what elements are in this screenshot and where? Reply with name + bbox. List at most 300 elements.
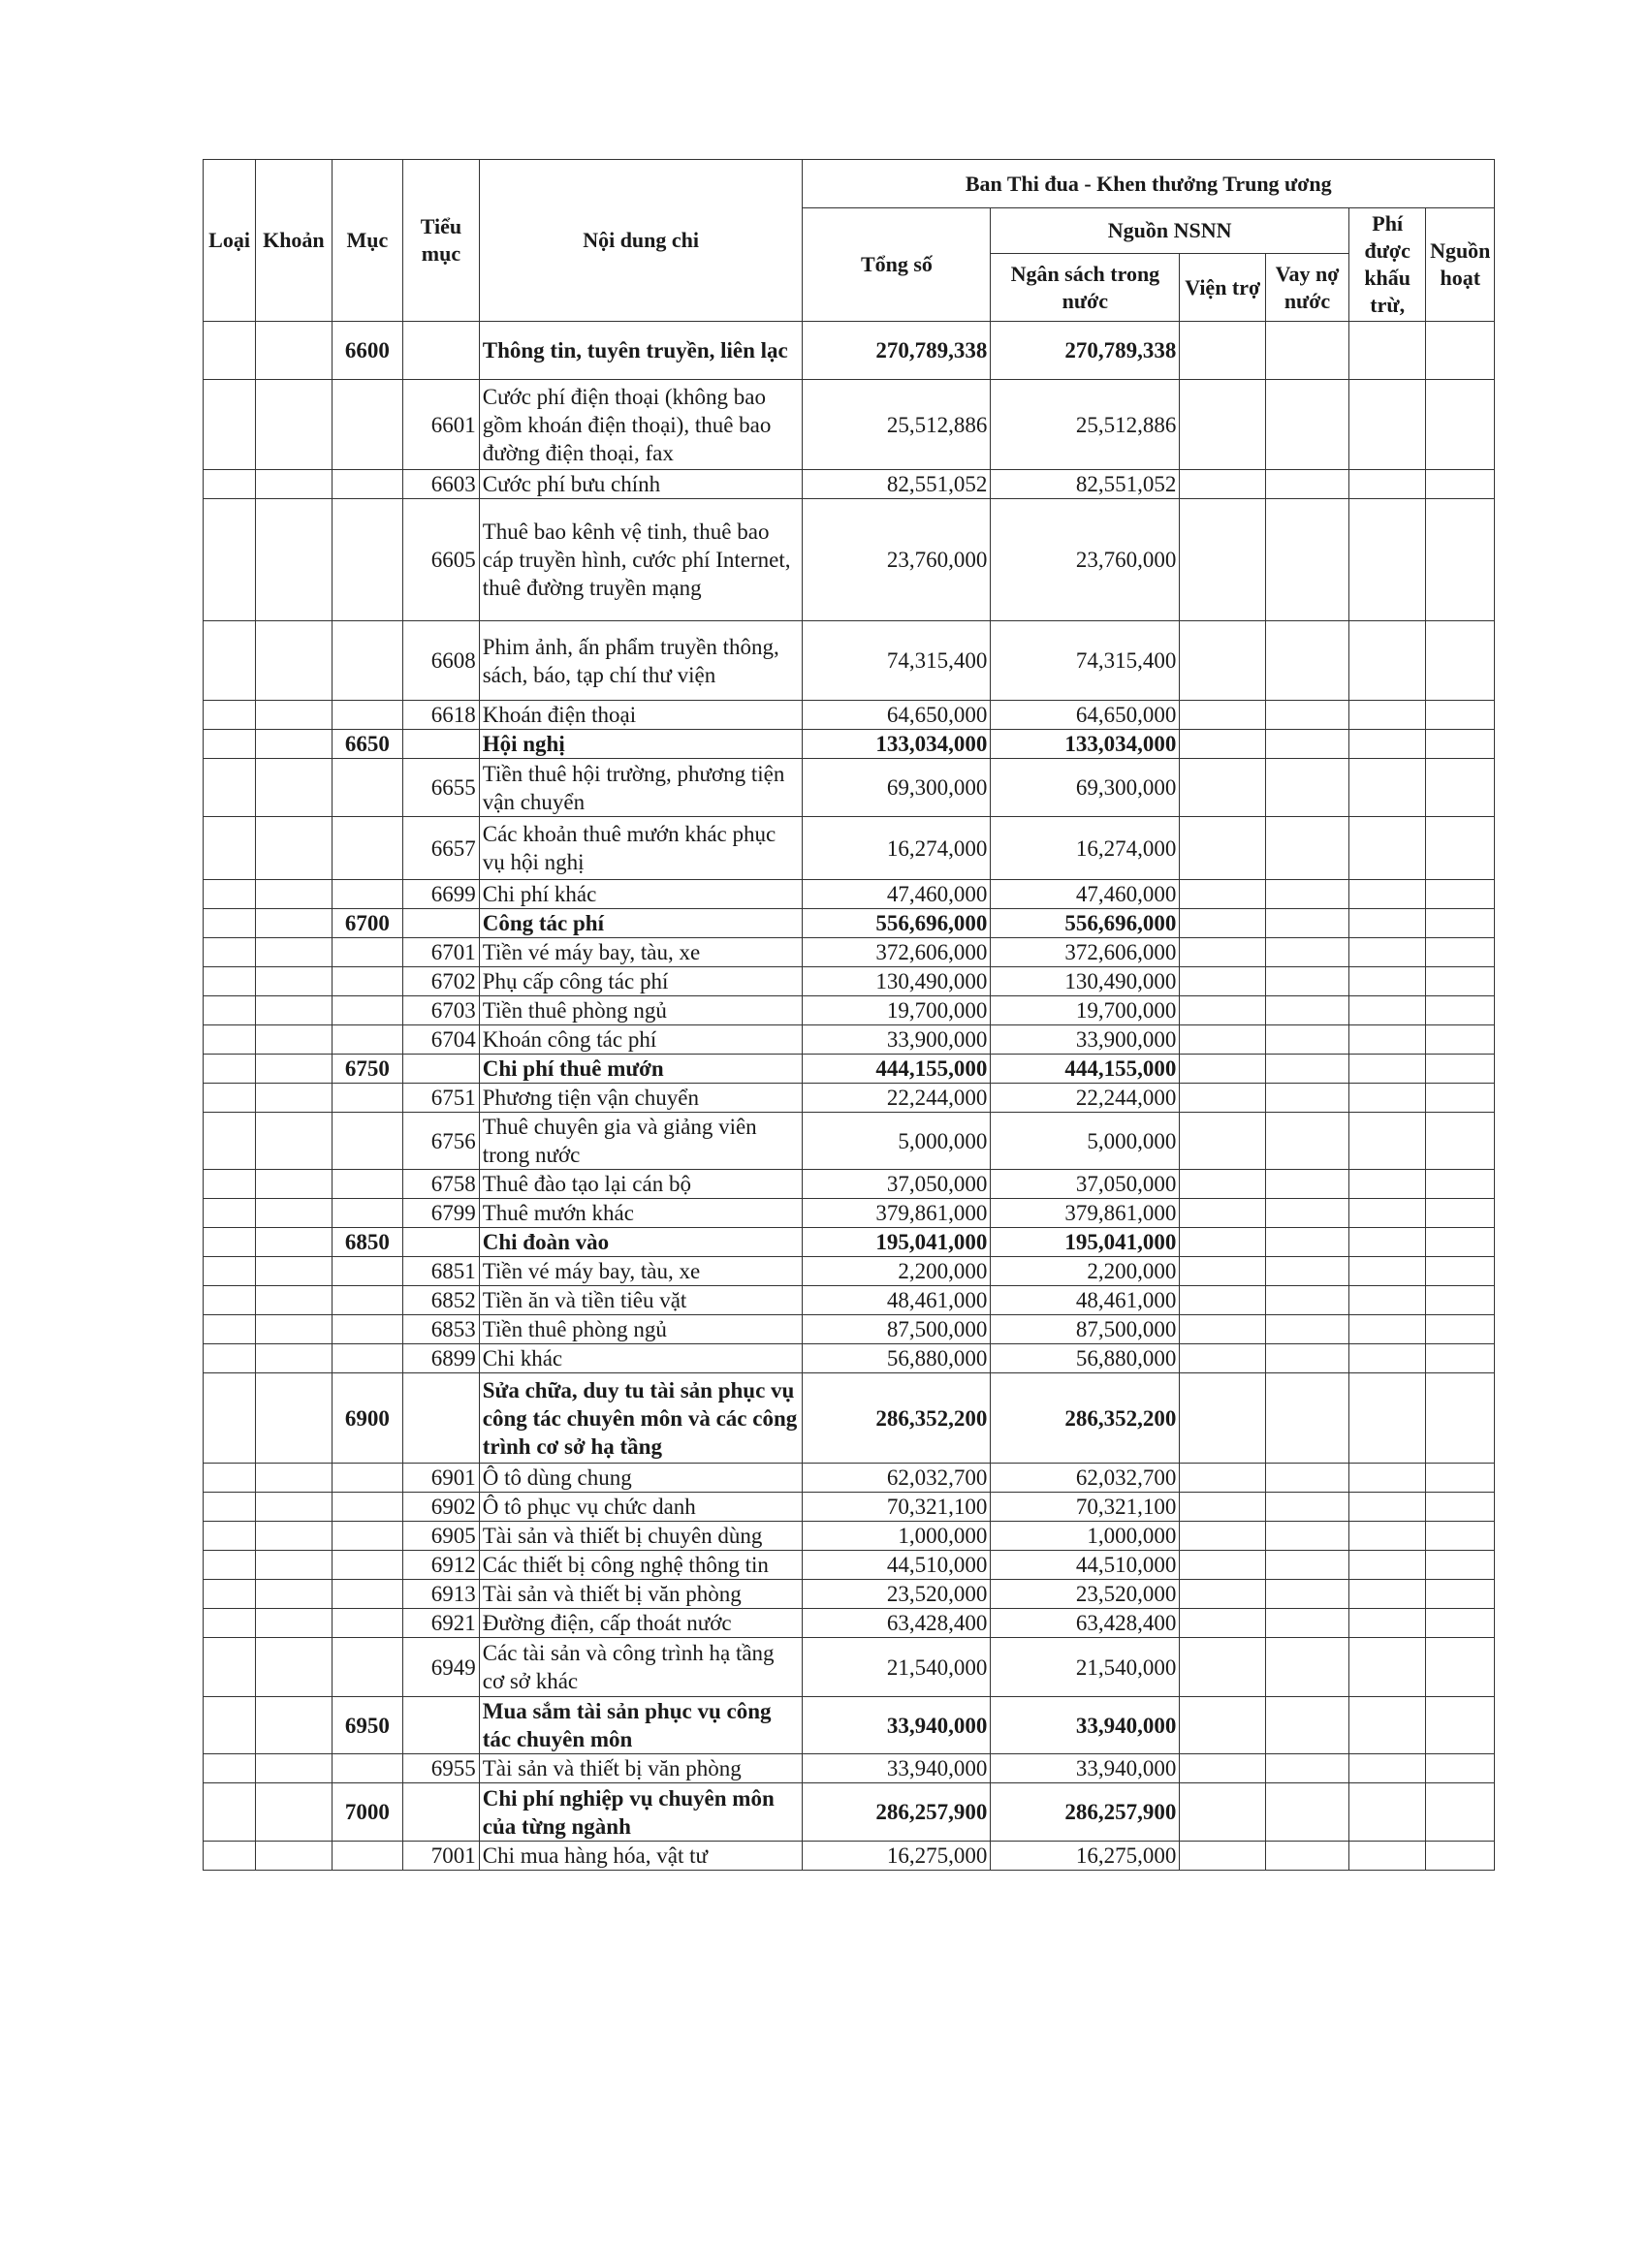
header-tieu-muc: Tiểu mục [403,160,480,322]
cell-khoan [256,909,333,938]
table-row [204,1609,1495,1638]
cell-phi [1348,1228,1426,1257]
table-row [204,1697,1495,1754]
cell-vay-no [1266,1493,1349,1522]
cell-noi-dung: Các thiết bị công nghệ thông tin [479,1551,803,1580]
cell-khoan [256,1697,333,1754]
cell-vay-no [1266,1344,1349,1373]
cell-khoan [256,470,333,499]
cell-vien-tro [1180,1551,1266,1580]
cell-vien-tro [1180,1609,1266,1638]
cell-noi-dung: Tiền thuê phòng ngủ [479,1315,803,1344]
cell-loai [204,1373,256,1464]
table-row [204,759,1495,817]
cell-tong-so: 25,512,886 [803,380,991,470]
table-row [204,322,1495,380]
cell-khoan [256,1344,333,1373]
cell-tong-so: 56,880,000 [803,1344,991,1373]
cell-phi [1348,880,1426,909]
cell-phi [1348,380,1426,470]
cell-noi-dung: Chi khác [479,1344,803,1373]
cell-ngan-sach: 5,000,000 [991,1113,1180,1170]
cell-ngan-sach: 37,050,000 [991,1170,1180,1199]
cell-phi [1348,701,1426,730]
table-row [204,996,1495,1025]
cell-nguon-hoat [1426,1315,1495,1344]
header-nguon-hoat: Nguồn hoạt [1426,208,1495,322]
cell-nguon-hoat [1426,380,1495,470]
cell-noi-dung: Tiền ăn và tiền tiêu vặt [479,1286,803,1315]
cell-ngan-sach: 33,940,000 [991,1697,1180,1754]
cell-khoan [256,1257,333,1286]
cell-muc [332,701,402,730]
cell-vien-tro [1180,1315,1266,1344]
cell-tieu-muc: 6949 [403,1638,480,1697]
cell-vay-no [1266,1084,1349,1113]
cell-muc [332,1344,402,1373]
cell-loai [204,817,256,880]
cell-phi [1348,1783,1426,1842]
cell-muc [332,759,402,817]
cell-ngan-sach: 23,520,000 [991,1580,1180,1609]
cell-noi-dung: Tiền vé máy bay, tàu, xe [479,1257,803,1286]
cell-tieu-muc: 6603 [403,470,480,499]
cell-tieu-muc: 7001 [403,1842,480,1871]
cell-loai [204,1199,256,1228]
cell-noi-dung: Cước phí điện thoại (không bao gồm khoán điện thoại), thuê bao đường điện thoại, fax [479,380,803,470]
cell-vay-no [1266,1257,1349,1286]
cell-vien-tro [1180,470,1266,499]
cell-muc: 6700 [332,909,402,938]
cell-vay-no [1266,1638,1349,1697]
cell-noi-dung: Công tác phí [479,909,803,938]
cell-muc [332,880,402,909]
cell-vien-tro [1180,967,1266,996]
table-row [204,909,1495,938]
cell-tong-so: 48,461,000 [803,1286,991,1315]
cell-tong-so: 37,050,000 [803,1170,991,1199]
cell-noi-dung: Khoán công tác phí [479,1025,803,1055]
table-row [204,1286,1495,1315]
cell-vay-no [1266,817,1349,880]
cell-phi [1348,1522,1426,1551]
cell-muc: 6900 [332,1373,402,1464]
cell-noi-dung: Thuê mướn khác [479,1199,803,1228]
cell-ngan-sach: 62,032,700 [991,1464,1180,1493]
cell-tieu-muc: 6899 [403,1344,480,1373]
cell-nguon-hoat [1426,909,1495,938]
cell-khoan [256,1373,333,1464]
table-row [204,1055,1495,1084]
cell-vay-no [1266,499,1349,621]
table-row [204,817,1495,880]
cell-muc [332,1199,402,1228]
cell-vay-no [1266,1286,1349,1315]
cell-tong-so: 2,200,000 [803,1257,991,1286]
cell-ngan-sach: 56,880,000 [991,1344,1180,1373]
cell-phi [1348,1170,1426,1199]
cell-tieu-muc: 6799 [403,1199,480,1228]
cell-tong-so: 16,275,000 [803,1842,991,1871]
cell-vien-tro [1180,1113,1266,1170]
cell-vien-tro [1180,1170,1266,1199]
cell-muc: 6850 [332,1228,402,1257]
cell-phi [1348,1464,1426,1493]
table-row [204,967,1495,996]
cell-ngan-sach: 379,861,000 [991,1199,1180,1228]
cell-noi-dung: Thông tin, tuyên truyền, liên lạc [479,322,803,380]
cell-nguon-hoat [1426,470,1495,499]
cell-phi [1348,759,1426,817]
cell-tong-so: 556,696,000 [803,909,991,938]
cell-vien-tro [1180,499,1266,621]
cell-muc [332,938,402,967]
cell-loai [204,1170,256,1199]
cell-phi [1348,1697,1426,1754]
cell-noi-dung: Phim ảnh, ấn phẩm truyền thông, sách, báo, tạp chí thư viện [479,621,803,701]
cell-muc [332,1842,402,1871]
cell-ngan-sach: 372,606,000 [991,938,1180,967]
cell-loai [204,909,256,938]
cell-tieu-muc [403,322,480,380]
cell-muc [332,1257,402,1286]
cell-khoan [256,322,333,380]
cell-ngan-sach: 556,696,000 [991,909,1180,938]
cell-vien-tro [1180,1025,1266,1055]
cell-vien-tro [1180,1199,1266,1228]
cell-vay-no [1266,621,1349,701]
cell-vay-no [1266,1055,1349,1084]
cell-vay-no [1266,1783,1349,1842]
cell-noi-dung: Tiền thuê hội trường, phương tiện vận chuyển [479,759,803,817]
cell-loai [204,1286,256,1315]
cell-muc [332,1609,402,1638]
cell-muc [332,621,402,701]
cell-vay-no [1266,1170,1349,1199]
cell-loai [204,701,256,730]
cell-nguon-hoat [1426,880,1495,909]
cell-tong-so: 22,244,000 [803,1084,991,1113]
cell-vien-tro [1180,1842,1266,1871]
cell-vay-no [1266,1228,1349,1257]
cell-loai [204,1493,256,1522]
cell-noi-dung: Khoán điện thoại [479,701,803,730]
cell-loai [204,1464,256,1493]
cell-muc [332,499,402,621]
cell-loai [204,1344,256,1373]
cell-vay-no [1266,730,1349,759]
cell-phi [1348,621,1426,701]
cell-tong-so: 270,789,338 [803,322,991,380]
cell-tieu-muc [403,1228,480,1257]
cell-tieu-muc [403,1373,480,1464]
header-phi: Phí được khấu trừ, [1348,208,1426,322]
cell-vay-no [1266,880,1349,909]
header-tong-so: Tổng số [803,208,991,322]
cell-ngan-sach: 22,244,000 [991,1084,1180,1113]
cell-nguon-hoat [1426,1638,1495,1697]
cell-vien-tro [1180,1257,1266,1286]
cell-tieu-muc: 6601 [403,380,480,470]
cell-khoan [256,817,333,880]
cell-loai [204,1025,256,1055]
cell-noi-dung: Hội nghị [479,730,803,759]
table-row [204,1842,1495,1871]
cell-tong-so: 33,940,000 [803,1697,991,1754]
table-row [204,1084,1495,1113]
cell-loai [204,1257,256,1286]
header-agency: Ban Thi đua - Khen thưởng Trung ương [803,160,1495,208]
cell-loai [204,1055,256,1084]
cell-noi-dung: Tài sản và thiết bị văn phòng [479,1580,803,1609]
cell-loai [204,621,256,701]
cell-nguon-hoat [1426,1580,1495,1609]
cell-loai [204,1084,256,1113]
cell-ngan-sach: 21,540,000 [991,1638,1180,1697]
cell-khoan [256,701,333,730]
table-row [204,938,1495,967]
cell-nguon-hoat [1426,1286,1495,1315]
table-row [204,380,1495,470]
cell-noi-dung: Thuê đào tạo lại cán bộ [479,1170,803,1199]
table-row [204,1113,1495,1170]
cell-muc [332,1315,402,1344]
cell-ngan-sach: 2,200,000 [991,1257,1180,1286]
cell-phi [1348,1257,1426,1286]
cell-phi [1348,938,1426,967]
cell-vay-no [1266,1373,1349,1464]
cell-tieu-muc [403,1783,480,1842]
cell-noi-dung: Ô tô phục vụ chức danh [479,1493,803,1522]
table-row [204,1257,1495,1286]
cell-vien-tro [1180,1055,1266,1084]
cell-tong-so: 47,460,000 [803,880,991,909]
cell-nguon-hoat [1426,1522,1495,1551]
cell-tong-so: 16,274,000 [803,817,991,880]
table-row [204,1580,1495,1609]
cell-tieu-muc: 6702 [403,967,480,996]
cell-muc: 7000 [332,1783,402,1842]
cell-khoan [256,1084,333,1113]
cell-khoan [256,1315,333,1344]
cell-noi-dung: Tài sản và thiết bị văn phòng [479,1754,803,1783]
cell-phi [1348,1286,1426,1315]
cell-nguon-hoat [1426,621,1495,701]
cell-nguon-hoat [1426,1228,1495,1257]
cell-ngan-sach: 286,352,200 [991,1373,1180,1464]
table-row [204,499,1495,621]
cell-khoan [256,1609,333,1638]
cell-tieu-muc: 6758 [403,1170,480,1199]
table-row [204,1199,1495,1228]
cell-vien-tro [1180,1344,1266,1373]
cell-tong-so: 33,940,000 [803,1754,991,1783]
cell-phi [1348,1580,1426,1609]
cell-ngan-sach: 63,428,400 [991,1609,1180,1638]
cell-nguon-hoat [1426,967,1495,996]
cell-tong-so: 44,510,000 [803,1551,991,1580]
cell-khoan [256,967,333,996]
cell-khoan [256,1638,333,1697]
cell-ngan-sach: 444,155,000 [991,1055,1180,1084]
cell-nguon-hoat [1426,1025,1495,1055]
header-noi-dung-chi: Nội dung chi [479,160,803,322]
cell-vay-no [1266,967,1349,996]
cell-tong-so: 130,490,000 [803,967,991,996]
cell-tieu-muc [403,909,480,938]
cell-loai [204,470,256,499]
table-row [204,1344,1495,1373]
cell-nguon-hoat [1426,730,1495,759]
cell-loai [204,1228,256,1257]
cell-vien-tro [1180,1228,1266,1257]
cell-loai [204,1638,256,1697]
cell-ngan-sach: 23,760,000 [991,499,1180,621]
cell-muc [332,1113,402,1170]
cell-vien-tro [1180,817,1266,880]
cell-vien-tro [1180,621,1266,701]
cell-noi-dung: Ô tô dùng chung [479,1464,803,1493]
cell-tieu-muc: 6913 [403,1580,480,1609]
cell-tong-so: 69,300,000 [803,759,991,817]
cell-phi [1348,1638,1426,1697]
cell-vien-tro [1180,1697,1266,1754]
cell-loai [204,1580,256,1609]
cell-nguon-hoat [1426,1373,1495,1464]
cell-vien-tro [1180,730,1266,759]
table-row [204,1170,1495,1199]
cell-vien-tro [1180,1783,1266,1842]
cell-nguon-hoat [1426,1783,1495,1842]
cell-tong-so: 286,352,200 [803,1373,991,1464]
cell-tong-so: 379,861,000 [803,1199,991,1228]
cell-muc [332,1522,402,1551]
cell-nguon-hoat [1426,1170,1495,1199]
cell-tieu-muc: 6605 [403,499,480,621]
table-row [204,1638,1495,1697]
cell-noi-dung: Sửa chữa, duy tu tài sản phục vụ công tác chuyên môn và các công trình cơ sở hạ tầng [479,1373,803,1464]
cell-ngan-sach: 130,490,000 [991,967,1180,996]
cell-tong-so: 195,041,000 [803,1228,991,1257]
cell-loai [204,996,256,1025]
table-row [204,1783,1495,1842]
cell-khoan [256,1842,333,1871]
cell-tong-so: 5,000,000 [803,1113,991,1170]
cell-muc [332,1464,402,1493]
cell-vien-tro [1180,938,1266,967]
table-row [204,1373,1495,1464]
cell-noi-dung: Chi phí nghiệp vụ chuyên môn của từng ngành [479,1783,803,1842]
cell-tieu-muc: 6955 [403,1754,480,1783]
cell-khoan [256,1025,333,1055]
cell-tong-so: 372,606,000 [803,938,991,967]
cell-loai [204,1609,256,1638]
cell-vien-tro [1180,1373,1266,1464]
table-row [204,1464,1495,1493]
cell-vay-no [1266,938,1349,967]
cell-phi [1348,470,1426,499]
cell-khoan [256,1783,333,1842]
cell-phi [1348,1084,1426,1113]
cell-tong-so: 70,321,100 [803,1493,991,1522]
cell-phi [1348,730,1426,759]
cell-tong-so: 82,551,052 [803,470,991,499]
cell-muc: 6950 [332,1697,402,1754]
cell-phi [1348,1315,1426,1344]
cell-nguon-hoat [1426,1609,1495,1638]
cell-nguon-hoat [1426,1464,1495,1493]
cell-muc [332,1084,402,1113]
cell-ngan-sach: 69,300,000 [991,759,1180,817]
cell-tieu-muc: 6912 [403,1551,480,1580]
cell-tong-so: 133,034,000 [803,730,991,759]
cell-tong-so: 19,700,000 [803,996,991,1025]
cell-tieu-muc: 6608 [403,621,480,701]
header-muc: Mục [332,160,402,322]
cell-tieu-muc [403,1697,480,1754]
cell-muc [332,1754,402,1783]
cell-muc [332,470,402,499]
cell-vien-tro [1180,1580,1266,1609]
cell-muc [332,1638,402,1697]
cell-muc [332,817,402,880]
cell-phi [1348,1493,1426,1522]
cell-tieu-muc: 6701 [403,938,480,967]
cell-tong-so: 1,000,000 [803,1522,991,1551]
cell-ngan-sach: 48,461,000 [991,1286,1180,1315]
cell-khoan [256,880,333,909]
cell-tong-so: 23,760,000 [803,499,991,621]
cell-tong-so: 23,520,000 [803,1580,991,1609]
cell-loai [204,322,256,380]
cell-muc [332,967,402,996]
cell-vien-tro [1180,1084,1266,1113]
table-row [204,1754,1495,1783]
cell-ngan-sach: 1,000,000 [991,1522,1180,1551]
cell-vay-no [1266,909,1349,938]
cell-muc [332,1551,402,1580]
cell-vay-no [1266,1464,1349,1493]
cell-nguon-hoat [1426,1257,1495,1286]
cell-tong-so: 444,155,000 [803,1055,991,1084]
cell-nguon-hoat [1426,1842,1495,1871]
header-vien-tro: Viện trợ [1180,254,1266,322]
cell-ngan-sach: 195,041,000 [991,1228,1180,1257]
cell-nguon-hoat [1426,1084,1495,1113]
cell-khoan [256,1170,333,1199]
cell-khoan [256,1464,333,1493]
cell-ngan-sach: 286,257,900 [991,1783,1180,1842]
cell-ngan-sach: 33,940,000 [991,1754,1180,1783]
cell-tieu-muc: 6905 [403,1522,480,1551]
cell-vay-no [1266,1025,1349,1055]
cell-tieu-muc: 6657 [403,817,480,880]
cell-khoan [256,499,333,621]
cell-vien-tro [1180,380,1266,470]
budget-table [203,159,1495,1871]
cell-tong-so: 21,540,000 [803,1638,991,1697]
cell-vien-tro [1180,1638,1266,1697]
cell-loai [204,1842,256,1871]
cell-nguon-hoat [1426,996,1495,1025]
cell-noi-dung: Chi phí khác [479,880,803,909]
cell-nguon-hoat [1426,701,1495,730]
cell-nguon-hoat [1426,1754,1495,1783]
cell-tong-so: 63,428,400 [803,1609,991,1638]
cell-vay-no [1266,1551,1349,1580]
cell-phi [1348,1842,1426,1871]
cell-vien-tro [1180,322,1266,380]
